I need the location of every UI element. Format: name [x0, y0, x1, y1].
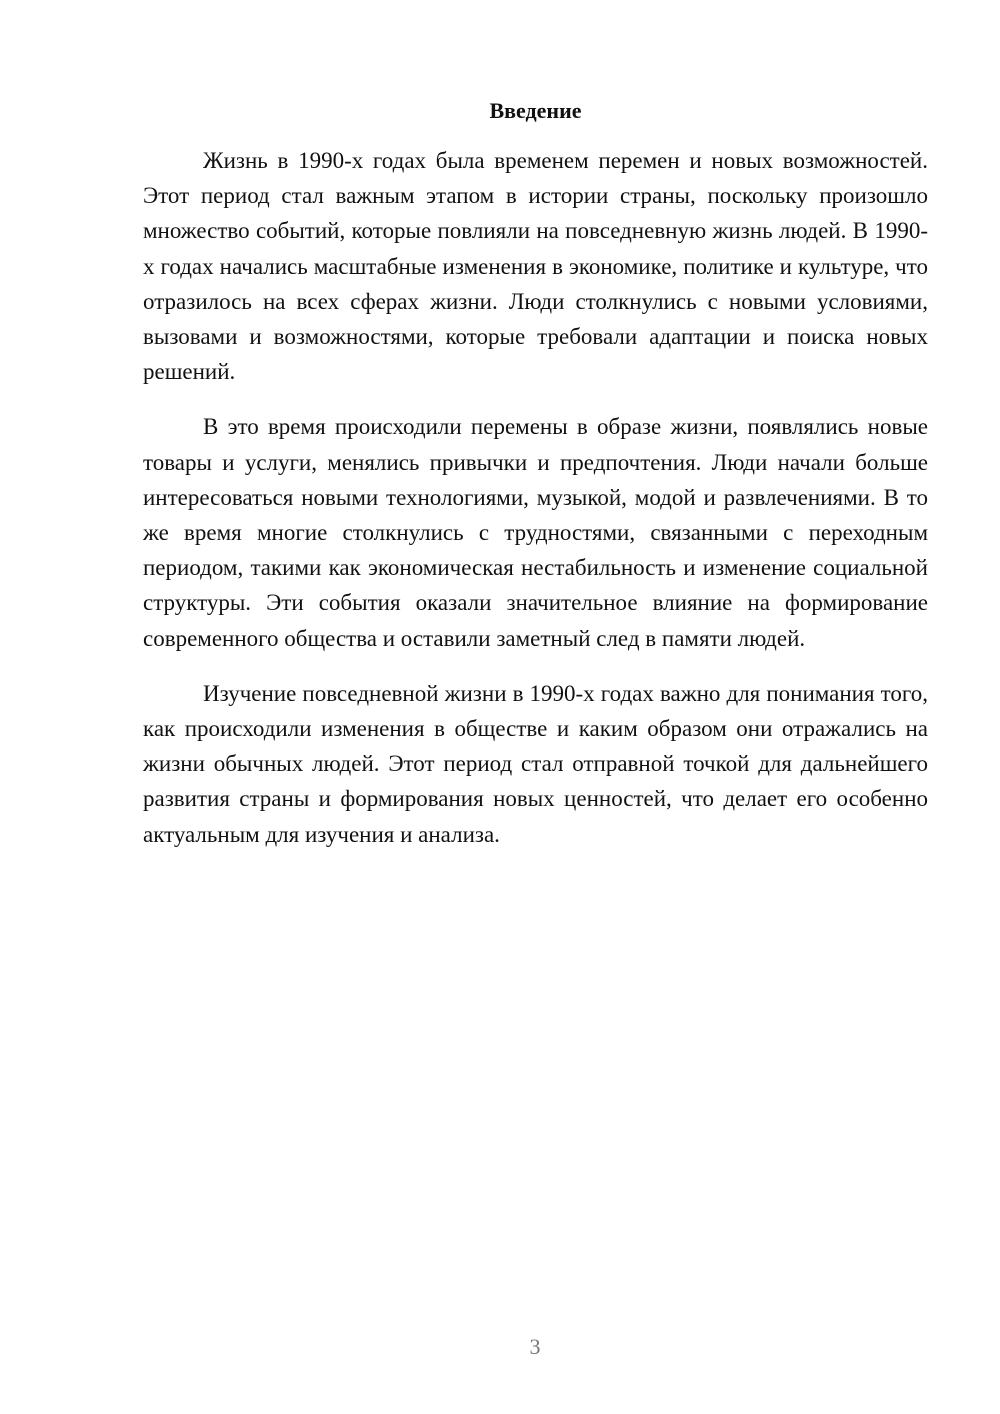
paragraph-3: Изучение повседневной жизни в 1990-х годах важно для понимания того, как происходили изменения в обществе и каким образом они отражались на жизни обычных людей. Этот период стал отправной точкой для дальнейшего развития страны и формирования новых ценностей, что делает его особенно актуальным для изучения и анализа. — [143, 680, 928, 847]
page-content — [143, 95, 928, 872]
section-heading: Введение — [489, 98, 582, 123]
paragraph-1: Жизнь в 1990-х годах была временем перемен и новых возможностей. Этот период стал важным этапом в истории страны, поскольку произошло множество событий, которые повлияли на повседневную жизнь людей. В 1990-х годах начались масштабные изменения в экономике, политике и культуре, что отразилось на всех сферах жизни. Люди столкнулись с новыми условиями, вызовами и возможностями, которые требовали адаптации и поиска новых решений. — [143, 148, 928, 385]
page-number: 3 — [529, 1334, 541, 1359]
paragraph-2: В это время происходили перемены в образе жизни, появлялись новые товары и услуги, менялись привычки и предпочтения. Люди начали больше интересоваться новыми технологиями, музыкой, модой и развлечениями. В то же время многие столкнулись с трудностями, связанными с переходным периодом, такими как экономическая нестабильность и изменение социальной структуры. Эти события оказали значительное влияние на формирование современного общества и оставили заметный след в памяти людей. — [143, 414, 928, 651]
